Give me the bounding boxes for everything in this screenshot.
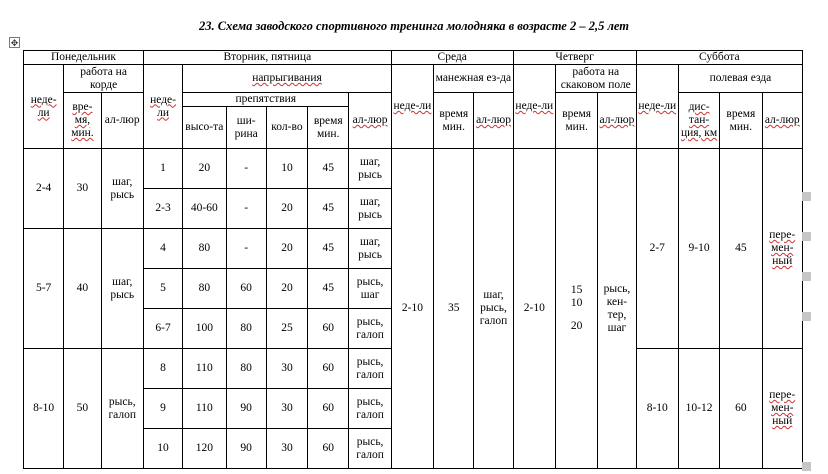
col-gait-sat: ал-люр xyxy=(762,93,802,149)
table-cell: - xyxy=(226,229,266,269)
table-cell: 8-10 xyxy=(636,349,678,469)
table-cell: 10 xyxy=(143,429,182,469)
table-cell: 45 xyxy=(308,149,349,189)
table-cell: 60 xyxy=(308,349,349,389)
table-cell: 80 xyxy=(183,229,226,269)
subheader-longe: работа на корде xyxy=(64,65,144,93)
table-cell: шаг, рысь xyxy=(101,149,143,229)
table-cell: 2-4 xyxy=(24,149,64,229)
table-cell: рысь, галоп xyxy=(349,389,391,429)
row-marker xyxy=(802,192,811,201)
table-cell: 30 xyxy=(64,149,101,229)
row-marker xyxy=(802,272,811,281)
table-cell: 60 xyxy=(308,389,349,429)
table-cell: шаг, рысь xyxy=(349,149,391,189)
table-cell: 45 xyxy=(308,229,349,269)
col-height: высо-та xyxy=(183,107,226,149)
header-monday: Понедельник xyxy=(24,51,144,65)
table-cell: 5-7 xyxy=(24,229,64,349)
table-cell: 40-60 xyxy=(183,189,226,229)
table-cell: 10-12 xyxy=(678,349,719,469)
table-cell: рысь, галоп xyxy=(349,349,391,389)
table-cell: рысь, галоп xyxy=(101,349,143,469)
col-time-thu: время мин. xyxy=(555,93,597,149)
table-cell: 2-10 xyxy=(513,149,555,469)
table-cell: - xyxy=(226,149,266,189)
col-gait-thu: ал-люр xyxy=(598,93,636,149)
table-title: 23. Схема заводского спортивного тренинга молодняка в возрасте 2 – 2,5 лет xyxy=(199,19,629,33)
col-time-wed: время мин. xyxy=(434,93,474,149)
col-distance-sat: дис-тан-ция, км xyxy=(678,93,719,149)
table-cell: 9 xyxy=(143,389,182,429)
table-cell: шаг, рысь xyxy=(349,189,391,229)
header-thursday: Четверг xyxy=(513,51,636,65)
row-marker xyxy=(802,462,811,471)
table-cell: шаг, рысь, галоп xyxy=(474,149,513,469)
table-cell: 45 xyxy=(720,149,762,349)
table-cell xyxy=(555,149,597,469)
subheader-jumping: напрыгивания xyxy=(183,65,392,93)
table-cell: 30 xyxy=(266,349,307,389)
table-cell: 50 xyxy=(64,349,101,469)
table-cell: 80 xyxy=(226,349,266,389)
subheader-field-riding: полевая езда xyxy=(678,65,802,93)
header-wednesday: Среда xyxy=(391,51,513,65)
col-gait-wed: ал-люр xyxy=(474,93,513,149)
subheader-obstacles: препятствия xyxy=(183,93,349,107)
table-cell: пере-мен-ный xyxy=(762,349,802,469)
table-cell: 6-7 xyxy=(143,309,182,349)
col-width: ши-рина xyxy=(226,107,266,149)
col-weeks-sat: неде-ли xyxy=(636,65,678,149)
col-weeks-mon: неде-ли xyxy=(24,65,64,149)
table-cell: 4 xyxy=(143,229,182,269)
table-cell: рысь, шаг xyxy=(349,269,391,309)
table-cell: 60 xyxy=(720,349,762,469)
table-cell: 60 xyxy=(308,309,349,349)
col-weeks-wed: неде-ли xyxy=(391,65,433,149)
subheader-arena: манежная ез-да xyxy=(434,65,514,93)
table-cell: 9-10 xyxy=(678,149,719,349)
table-cell: 45 xyxy=(308,189,349,229)
table-cell: шаг, рысь xyxy=(349,229,391,269)
table-cell: 110 xyxy=(183,349,226,389)
row-marker xyxy=(802,312,811,321)
table-cell: рысь, галоп xyxy=(349,429,391,469)
subheader-race-field: работа на скаковом поле xyxy=(555,65,636,93)
table-cell: 8 xyxy=(143,349,182,389)
table-cell: 100 xyxy=(183,309,226,349)
table-cell: 2-10 xyxy=(391,149,433,469)
table-cell: 20 xyxy=(266,189,307,229)
col-count: кол-во xyxy=(266,107,307,149)
table-cell: шаг, рысь xyxy=(101,229,143,349)
table-cell: 120 xyxy=(183,429,226,469)
table-cell: 20 xyxy=(266,229,307,269)
col-gait-tue: ал-люр xyxy=(349,93,391,149)
table-cell: 10 xyxy=(266,149,307,189)
time-value: 15 xyxy=(570,284,583,296)
col-time-sat: время мин. xyxy=(720,93,762,149)
col-time-tue: время мин. xyxy=(308,107,349,149)
table-cell: 2-3 xyxy=(143,189,182,229)
table-cell: 30 xyxy=(266,389,307,429)
table-cell: 40 xyxy=(64,229,101,349)
table-cell: 60 xyxy=(308,429,349,469)
table-cell: 80 xyxy=(226,309,266,349)
header-tue-fri: Вторник, пятница xyxy=(143,51,391,65)
table-cell: 1 xyxy=(143,149,182,189)
table-cell: 60 xyxy=(226,269,266,309)
table-cell: 30 xyxy=(266,429,307,469)
table-cell: 5 xyxy=(143,269,182,309)
table-cell: 90 xyxy=(226,389,266,429)
col-time-mon: вре-мя, мин. xyxy=(64,93,101,149)
table-cell: рысь, кен-тер, шаг xyxy=(598,149,636,469)
row-marker xyxy=(802,232,811,241)
table-cell: 80 xyxy=(183,269,226,309)
table-cell: - xyxy=(226,189,266,229)
col-weeks-thu: неде-ли xyxy=(513,65,555,149)
table-cell: 45 xyxy=(308,269,349,309)
table-cell: 25 xyxy=(266,309,307,349)
table-cell: пере-мен-ный xyxy=(762,149,802,349)
table-cell: 20 xyxy=(183,149,226,189)
table-cell: 35 xyxy=(434,149,474,469)
table-cell: 90 xyxy=(226,429,266,469)
table-cell: рысь, галоп xyxy=(349,309,391,349)
col-gait-mon: ал-люр xyxy=(101,93,143,149)
col-weeks-tue: неде-ли xyxy=(143,65,182,149)
table-cell: 8-10 xyxy=(24,349,64,469)
table-cell: 110 xyxy=(183,389,226,429)
training-schedule-table xyxy=(23,50,803,469)
table-cell: 20 xyxy=(266,269,307,309)
time-value: 20 xyxy=(570,320,583,332)
table-cell: 2-7 xyxy=(636,149,678,349)
header-saturday: Суббота xyxy=(636,51,802,65)
time-value: 10 xyxy=(570,297,583,309)
table-move-handle-icon[interactable]: ✥ xyxy=(10,38,19,48)
